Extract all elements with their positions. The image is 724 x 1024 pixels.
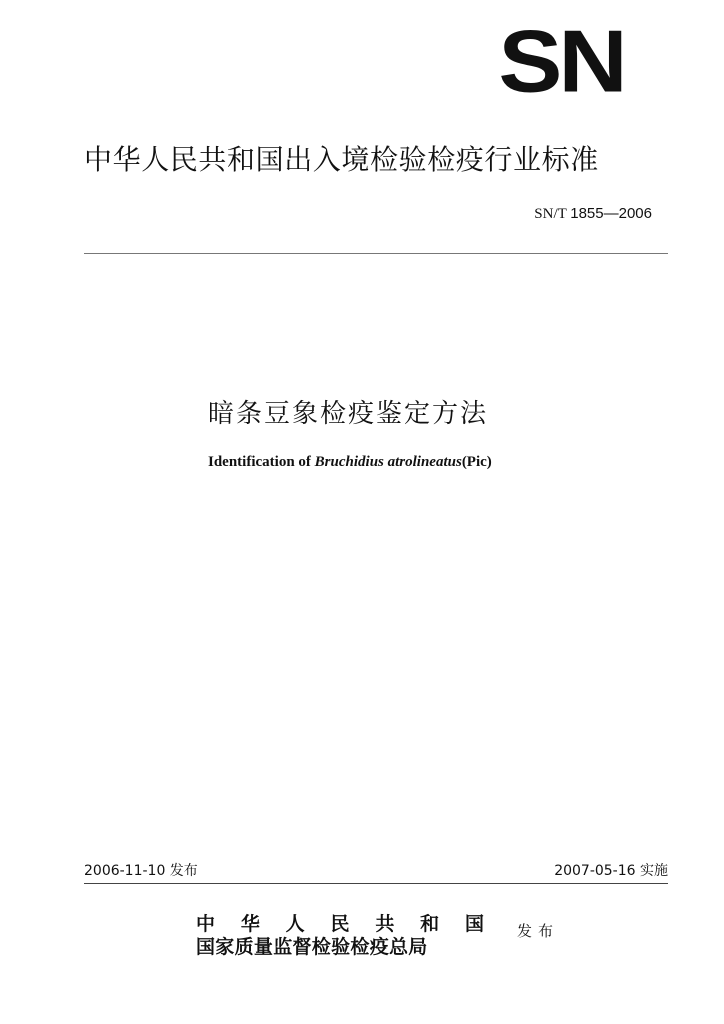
top-divider <box>84 253 668 254</box>
issue-label: 发布 <box>517 922 560 940</box>
scientific-name: Bruchidius atrolineatus <box>314 454 462 470</box>
standard-code-prefix: SN/T <box>534 206 567 222</box>
document-subtitle <box>208 454 492 471</box>
logo: SN <box>498 12 624 111</box>
standard-title: 中华人民共和国出入境检验检疫行业标准 <box>84 143 599 176</box>
subtitle-suffix: (Pic) <box>461 454 492 470</box>
standard-code-number: 1855—2006 <box>570 205 652 222</box>
issuer-agency: 国家质量监督检验检疫总局 <box>196 936 428 958</box>
subtitle-prefix: Identification of <box>208 454 315 470</box>
issuer-country: 中华人民共和国 <box>196 913 498 935</box>
document-title: 暗条豆象检疫鉴定方法 <box>208 399 489 429</box>
bottom-divider <box>84 883 668 884</box>
issue-date: 2006-11-10 发布 <box>84 863 198 879</box>
implementation-date: 2007-05-16 实施 <box>554 863 668 879</box>
standard-code <box>534 205 652 223</box>
